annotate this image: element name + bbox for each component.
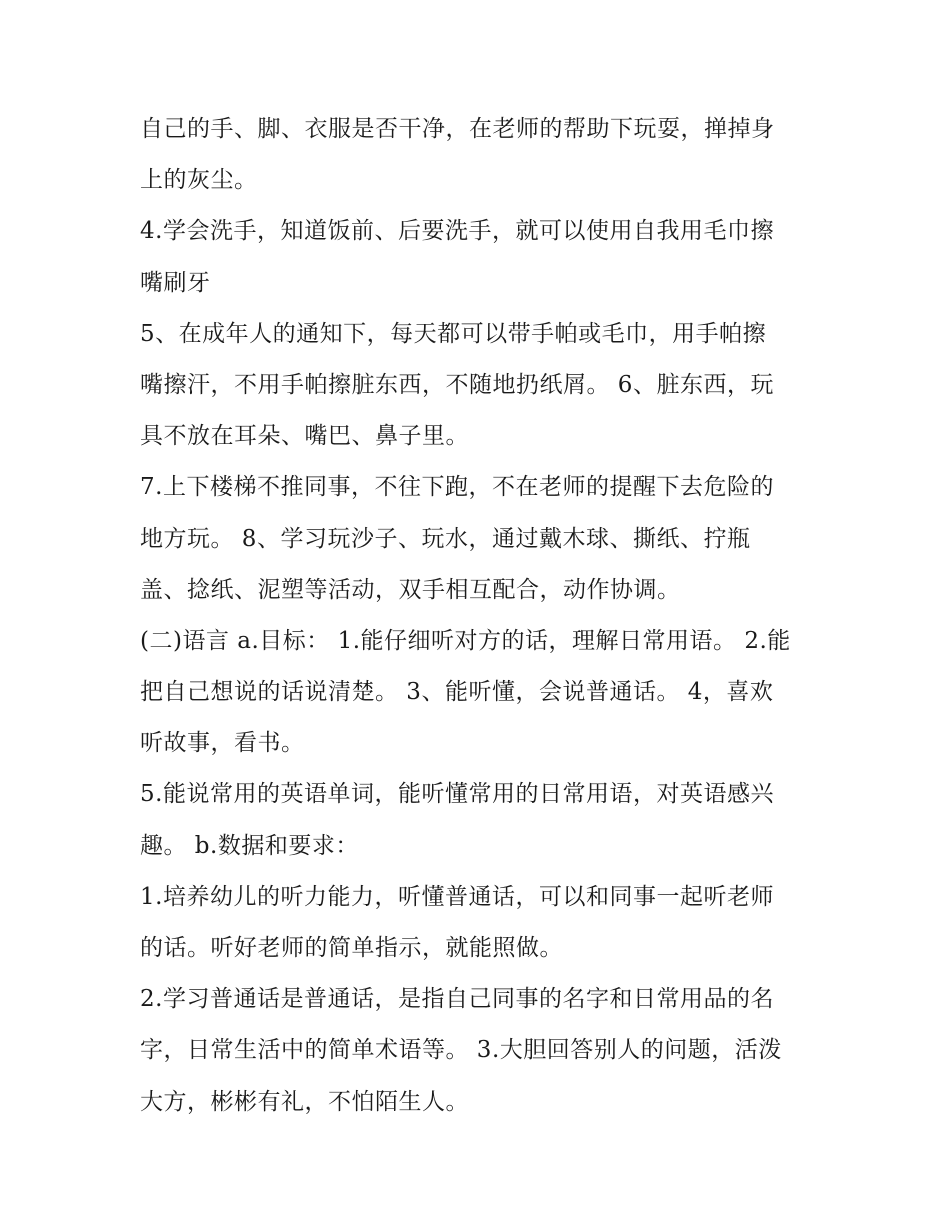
text-line: 1.培养幼儿的听力能力，听懂普通话，可以和同事一起听老师	[140, 883, 774, 910]
text-line: 的话。听好老师的简单指示，就能照做。	[140, 935, 563, 961]
text-line: 把自己想说的话说清楚。 3、能听懂，会说普通话。 4，喜欢	[140, 679, 774, 706]
text-line: 4.学会洗手，知道饭前、后要洗手，就可以使用自我用毛巾擦	[140, 218, 774, 245]
text-line: 字，日常生活中的简单术语等。 3.大胆回答别人的问题，活泼	[140, 1037, 782, 1064]
text-line: 上的灰尘。	[140, 167, 258, 194]
text-line: 2.学习普通话是普通话，是指自己同事的名字和日常用品的名	[140, 986, 774, 1013]
text-line: (二)语言 a.目标： 1.能仔细听对方的话，理解日常用语。 2.能	[140, 627, 791, 654]
text-line: 具不放在耳朵、嘴巴、鼻子里。	[140, 423, 469, 450]
text-line: 5、在成年人的通知下，每天都可以带手帕或毛巾，用手帕擦	[140, 320, 767, 347]
text-line: 趣。 b.数据和要求：	[140, 832, 359, 859]
document-body	[140, 104, 820, 1128]
text-line: 5.能说常用的英语单词，能听懂常用的日常用语，对英语感兴	[140, 781, 774, 808]
text-line: 地方玩。 8、学习玩沙子、玩水，通过戴木球、撕纸、拧瓶	[140, 525, 751, 552]
text-line: 自己的手、脚、衣服是否干净，在老师的帮助下玩耍，掸掉身	[140, 116, 775, 142]
text-line: 嘴刷牙	[140, 269, 211, 296]
text-line: 嘴擦汗，不用手帕擦脏东西，不随地扔纸屑。 6、脏东西，玩	[140, 371, 774, 398]
text-line: 听故事，看书。	[140, 730, 305, 757]
text-line: 大方，彬彬有礼，不怕陌生人。	[140, 1088, 469, 1115]
text-line: 盖、捻纸、泥塑等活动，双手相互配合，动作协调。	[140, 576, 681, 603]
text-line: 7.上下楼梯不推同事，不往下跑，不在老师的提醒下去危险的	[140, 474, 774, 501]
